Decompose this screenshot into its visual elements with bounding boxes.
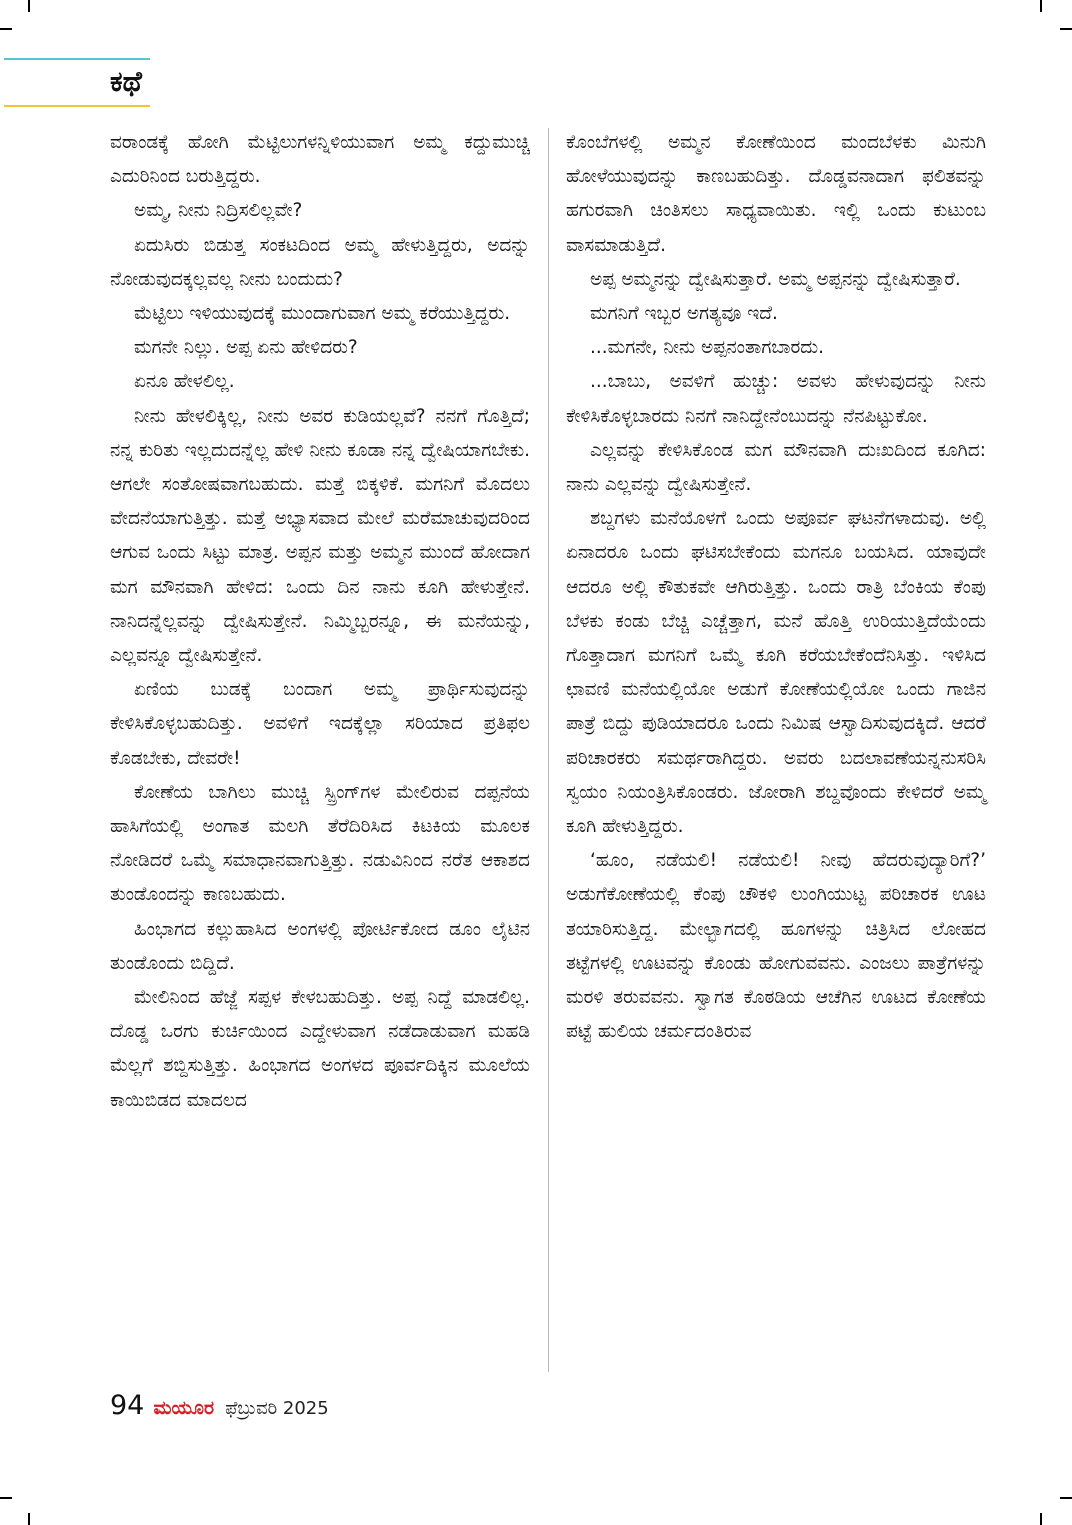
crop-mark	[1040, 0, 1042, 12]
paragraph: ಎಲ್ಲವನ್ನು ಕೇಳಿಸಿಕೊಂಡ ಮಗ ಮೌನವಾಗಿ ದುಃಖದಿಂದ ಕೂಗಿದ: ನಾನು ಎಲ್ಲವನ್ನು ದ್ವೇಷಿಸುತ್ತೇನೆ.	[566, 439, 986, 496]
column-divider	[548, 128, 549, 1372]
crop-mark	[0, 28, 12, 30]
paragraph: ಮೇಲಿನಿಂದ ಹೆಜ್ಜೆ ಸಪ್ಪಳ ಕೇಳಬಹುದಿತ್ತು. ಅಪ್ಪ ನಿದ್ದೆ ಮಾಡಲಿಲ್ಲ. ದೊಡ್ಡ ಒರಗು ಕುರ್ಚಿಯಿಂದ ಎದ್ದೇಳುವಾಗ ನಡೆದಾಡುವಾಗ ಮಹಡಿ ಮೆಲ್ಲಗೆ ಶಬ್ದಿಸುತ್ತಿತ್ತು. ಹಿಂಭಾಗದ ಅಂಗಳದ ಪೂರ್ವದಿಕ್ಕಿನ ಮೂಲೆಯ ಕಾಯಿಬಿಡದ ಮಾದಲದ	[110, 987, 530, 1111]
paragraph: ಅಪ್ಪ ಅಮ್ಮನನ್ನು ದ್ವೇಷಿಸುತ್ತಾರೆ. ಅಮ್ಮ ಅಪ್ಪನನ್ನು ದ್ವೇಷಿಸುತ್ತಾರೆ.	[590, 268, 961, 290]
paragraph: ಹಿಂಭಾಗದ ಕಲ್ಲುಹಾಸಿದ ಅಂಗಳಲ್ಲಿ ಪೋರ್ಟಿಕೋದ ಡೂಂ ಲೈಟಿನ ತುಂಡೊಂದು ಬಿದ್ದಿದೆ.	[110, 918, 530, 974]
paragraph: ‘ಹೂಂ, ನಡೆಯಲಿ! ನಡೆಯಲಿ! ನೀವು ಹೆದರುವುದ್ಯಾರಿಗೆ?’ ಅಡುಗೆಕೋಣೆಯಲ್ಲಿ ಕೆಂಪು ಚೌಕಳಿ ಲುಂಗಿಯುಟ್ಟ ಪರಿಚಾರಕ ಊಟ ತಯಾರಿಸುತ್ತಿದ್ದ. ಮೇಲ್ಭಾಗದಲ್ಲಿ ಹೂಗಳನ್ನು ಚಿತ್ರಿಸಿದ ಲೋಹದ ತಟ್ಟೆಗಳಲ್ಲಿ ಊಟವನ್ನು ಕೊಂಡು ಹೋಗುವವನು. ಎಂಜಲು ಪಾತ್ರೆಗಳನ್ನು ಮರಳಿ ತರುವವನು. ಸ್ವಾಗತ ಕೊಠಡಿಯ ಆಚೆಗಿನ ಊಟದ ಕೋಣೆಯ ಪಟ್ಟೆ ಹುಲಿಯ ಚರ್ಮದಂತಿರುವ	[566, 850, 986, 1043]
section-rule-top	[4, 58, 150, 60]
paragraph: ಅಮ್ಮ, ನೀನು ನಿದ್ರಿಸಲಿಲ್ಲವೇ?	[134, 200, 303, 222]
left-column	[110, 126, 530, 1118]
paragraph: ಕೋಣೆಯ ಬಾಗಿಲು ಮುಚ್ಚಿ ಸ್ಪ್ರಿಂಗ್‌ಗಳ ಮೇಲಿರುವ ದಪ್ಪನೆಯ ಹಾಸಿಗೆಯಲ್ಲಿ ಅಂಗಾತ ಮಲಗಿ ತೆರೆದಿರಿಸಿದ ಕಿಟಕಿಯ ಮೂಲಕ ನೋಡಿದರೆ ಒಮ್ಮೆ ಸಮಾಧಾನವಾಗುತ್ತಿತ್ತು. ನಡುವಿನಿಂದ ನರೆತ ಆಕಾಶದ ತುಂಡೊಂದನ್ನು ಕಾಣಬಹುದು.	[110, 781, 530, 906]
crop-mark	[28, 0, 30, 12]
paragraph: ನೀನು ಹೇಳಲಿಕ್ಕಿಲ್ಲ, ನೀನು ಅವರ ಕುಡಿಯಲ್ಲವೆ? ನನಗೆ ಗೊತ್ತಿದೆ; ನನ್ನ ಕುರಿತು ಇಲ್ಲದುದನ್ನೆಲ್ಲ ಹೇಳಿ ನೀನು ಕೂಡಾ ನನ್ನ ದ್ವೇಷಿಯಾಗಬೇಕು. ಆಗಲೇ ಸಂತೋಷವಾಗಬಹುದು. ಮತ್ತೆ ಬಿಕ್ಕಳಿಕೆ. ಮಗನಿಗೆ ಮೊದಲು ವೇದನೆಯಾಗುತ್ತಿತ್ತು. ಮತ್ತೆ ಅಭ್ಯಾಸವಾದ ಮೇಲೆ ಮರೆಮಾಚುವುದರಿಂದ ಆಗುವ ಒಂದು ಸಿಟ್ಟು ಮಾತ್ರ. ಅಪ್ಪನ ಮತ್ತು ಅಮ್ಮನ ಮುಂದೆ ಹೋದಾಗ ಮಗ ಮೌನವಾಗಿ ಹೇಳಿದ: ಒಂದು ದಿನ ನಾನು ಕೂಗಿ ಹೇಳುತ್ತೇನೆ. ನಾನಿದನ್ನೆಲ್ಲವನ್ನು ದ್ವೇಷಿಸುತ್ತೇನೆ. ನಿಮ್ಮಿಬ್ಬರನ್ನೂ, ಈ ಮನೆಯನ್ನು, ಎಲ್ಲವನ್ನೂ ದ್ವೇಷಿಸುತ್ತೇನೆ.	[110, 405, 530, 667]
paragraph: ಕೊಂಬೆಗಳಲ್ಲಿ ಅಮ್ಮನ ಕೋಣೆಯಿಂದ ಮಂದಬೆಳಕು ಮಿನುಗಿ ಹೋಳೆಯುವುದನ್ನು ಕಾಣಬಹುದಿತ್ತು. ದೊಡ್ಡವನಾದಾಗ ಫಲಿತವನ್ನು ಹಗುರವಾಗಿ ಚಿಂತಿಸಲು ಸಾಧ್ಯವಾಯಿತು. ಇಲ್ಲಿ ಒಂದು ಕುಟುಂಬ ವಾಸಮಾಡುತ್ತಿದೆ.	[566, 132, 986, 256]
paragraph: ವರಾಂಡಕ್ಕೆ ಹೋಗಿ ಮೆಟ್ಟಿಲುಗಳನ್ನಿಳಿಯುವಾಗ ಅಮ್ಮ ಕದ್ದುಮುಚ್ಚಿ ಎದುರಿನಿಂದ ಬರುತ್ತಿದ್ದರು.	[110, 132, 530, 188]
crop-mark	[1040, 1513, 1042, 1525]
paragraph: ಶಬ್ದಗಳು ಮನೆಯೊಳಗೆ ಒಂದು ಅಪೂರ್ವ ಘಟನೆಗಳಾದುವು. ಅಲ್ಲಿ ಏನಾದರೂ ಒಂದು ಘಟಿಸಬೇಕೆಂದು ಮಗನೂ ಬಯಸಿದ. ಯಾವುದೇ ಆದರೂ ಅಲ್ಲಿ ಕೌತುಕವೇ ಆಗಿರುತ್ತಿತ್ತು. ಒಂದು ರಾತ್ರಿ ಬೆಂಕಿಯ ಕೆಂಪು ಬೆಳಕು ಕಂಡು ಬೆಚ್ಚಿ ಎಚ್ಚೆತ್ತಾಗ, ಮನೆ ಹೊತ್ತಿ ಉರಿಯುತ್ತಿದೆಯೆಂದು ಗೊತ್ತಾದಾಗ ಮಗನಿಗೆ ಒಮ್ಮೆ ಕೂಗಿ ಕರೆಯಬೇಕೆಂದೆನಿಸಿತ್ತು. ಇಳಿಸಿದ ಛಾವಣಿ ಮನೆಯಲ್ಲಿಯೋ ಅಡುಗೆ ಕೋಣೆಯಲ್ಲಿಯೋ ಒಂದು ಗಾಜಿನ ಪಾತ್ರೆ ಬಿದ್ದು ಪುಡಿಯಾದರೂ ಒಂದು ನಿಮಿಷ ಆಸ್ವಾದಿಸುವುದಕ್ಕಿದೆ. ಆದರೆ ಪರಿಚಾರಕರು ಸಮರ್ಥರಾಗಿದ್ದರು. ಅವರು ಬದಲಾವಣೆಯನ್ನನುಸರಿಸಿ ಸ್ವಯಂ ನಿಯಂತ್ರಿಸಿಕೊಂಡರು. ಜೋರಾಗಿ ಶಬ್ದವೊಂದು ಕೇಳಿದರೆ ಅಮ್ಮ ಕೂಗಿ ಹೇಳುತ್ತಿದ್ದರು.	[566, 508, 986, 838]
page-footer	[110, 1390, 329, 1430]
section-rule-bottom	[4, 105, 150, 107]
issue-date: ಫೆಬ್ರುವರಿ 2025	[225, 1398, 329, 1419]
magazine-logo: ಮಯೂರ	[153, 1397, 215, 1419]
paragraph: ಏನೂ ಹೇಳಲಿಲ್ಲ.	[134, 371, 235, 393]
paragraph: ಏದುಸಿರು ಬಿಡುತ್ತ ಸಂಕಟದಿಂದ ಅಮ್ಮ ಹೇಳುತ್ತಿದ್ದರು, ಅದನ್ನು ನೋಡುವುದಕ್ಕಲ್ಲವಲ್ಲ ನೀನು ಬಂದುದು?	[110, 234, 530, 290]
crop-mark	[28, 1513, 30, 1525]
crop-mark	[1060, 28, 1072, 30]
section-label: ಕಥೆ	[110, 65, 142, 98]
crop-mark	[1060, 1497, 1072, 1499]
paragraph: ಮೆಟ್ಟಿಲು ಇಳಿಯುವುದಕ್ಕೆ ಮುಂದಾಗುವಾಗ ಅಮ್ಮ ಕರೆಯುತ್ತಿದ್ದರು.	[134, 303, 511, 325]
paragraph: ...ಮಗನೇ, ನೀನು ಅಪ್ಪನಂತಾಗಬಾರದು.	[590, 337, 824, 359]
paragraph: ಏಣಿಯ ಬುಡಕ್ಕೆ ಬಂದಾಗ ಅಮ್ಮ ಪ್ರಾರ್ಥಿಸುವುದನ್ನು ಕೇಳಿಸಿಕೊಳ್ಳಬಹುದಿತ್ತು. ಅವಳಿಗೆ ಇದಕ್ಕೆಲ್ಲಾ ಸರಿಯಾದ ಪ್ರತಿಫಲ ಕೊಡಬೇಕು, ದೇವರೇ!	[110, 679, 530, 769]
section-header	[0, 58, 160, 108]
page-number: 94	[110, 1390, 145, 1421]
crop-mark	[0, 1497, 12, 1499]
right-column	[566, 126, 986, 1049]
paragraph: ಮಗನೇ ನಿಲ್ಲು. ಅಪ್ಪ ಏನು ಹೇಳಿದರು?	[134, 337, 358, 359]
paragraph: ಮಗನಿಗೆ ಇಬ್ಬರ ಅಗತ್ಯವೂ ಇದೆ.	[590, 303, 778, 325]
paragraph: ...ಬಾಬು, ಅವಳಿಗೆ ಹುಚ್ಚು: ಅವಳು ಹೇಳುವುದನ್ನು ನೀನು ಕೇಳಿಸಿಕೊಳ್ಳಬಾರದು ನಿನಗೆ ನಾನಿದ್ದೇನೆಂಬುದನ್ನು ನೆನಪಿಟ್ಟುಕೋ.	[566, 371, 986, 427]
